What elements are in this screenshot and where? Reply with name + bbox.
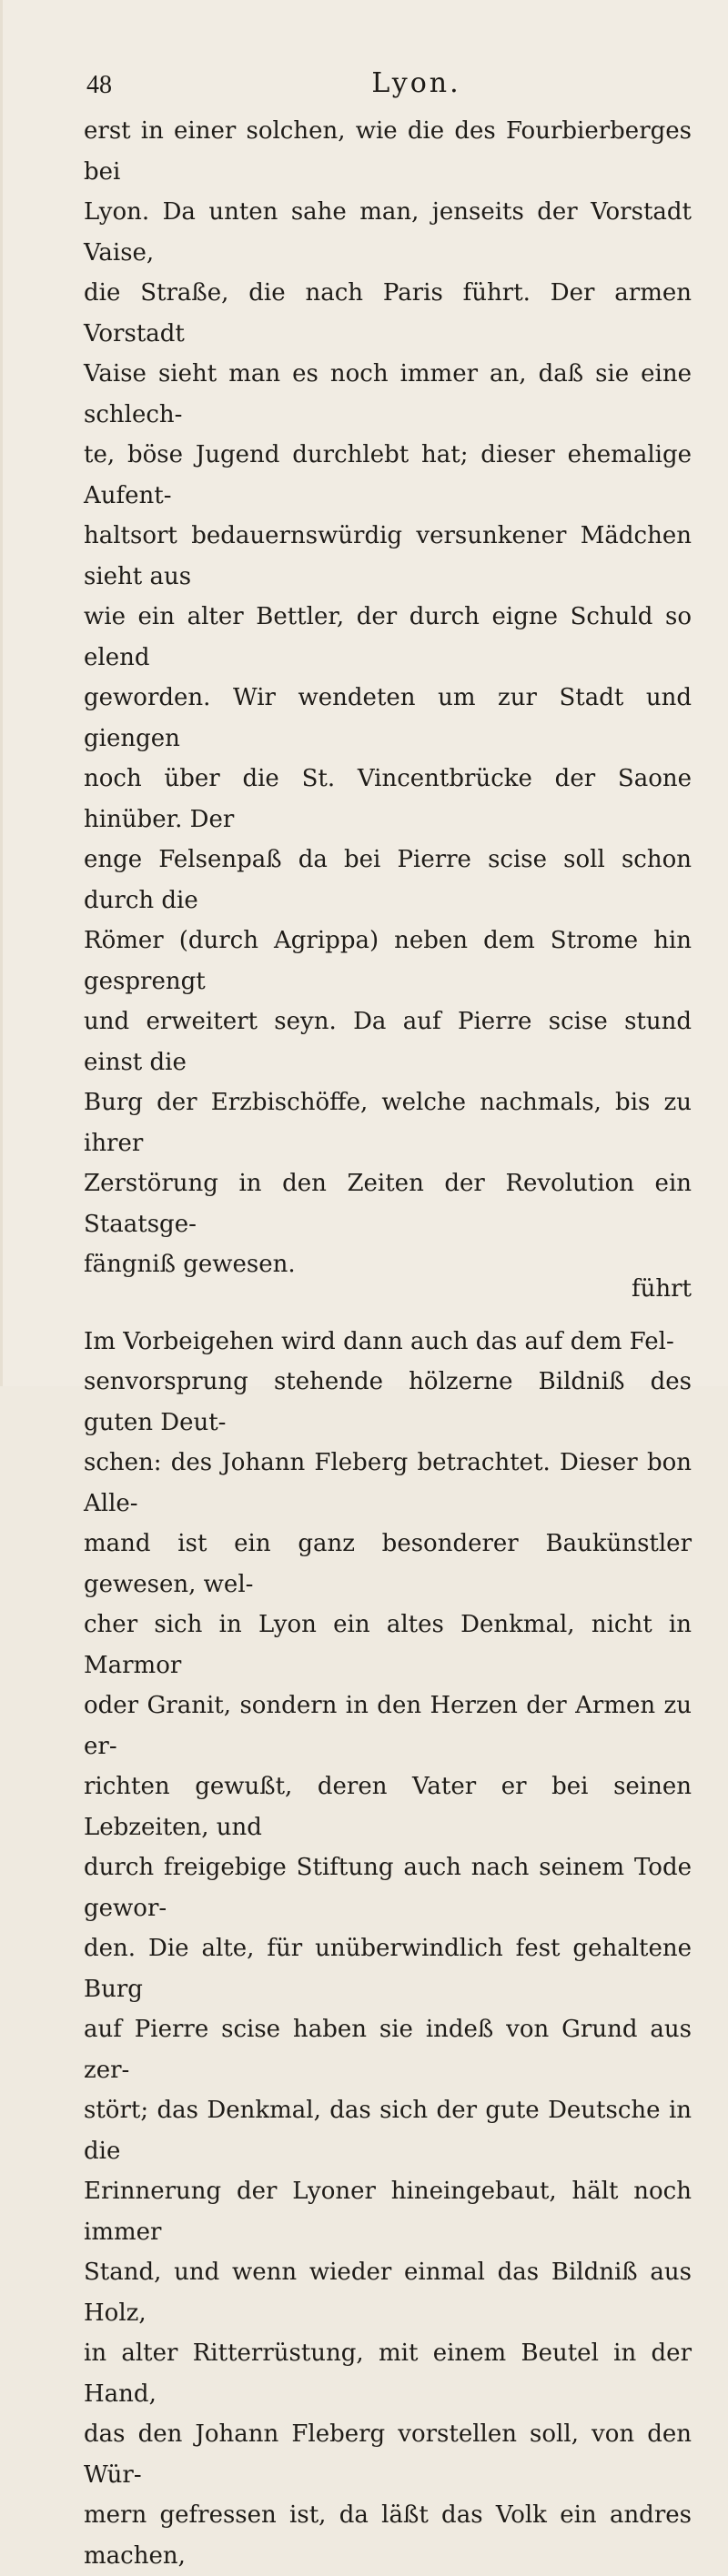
page-edge bbox=[0, 0, 3, 1386]
body-text bbox=[84, 111, 692, 2576]
page-number: 48 bbox=[86, 71, 112, 100]
paragraph-2: Im Vorbeigehen wird dann auch das auf dem Fel- senvorsprung stehende hölzerne Bildniß des guten Deut- schen: des Johann Fleberg betrachtet. Dieser bon Alle- mand ist ein ganz besonderer Baukünstler gewesen, wel- cher sich in Lyon ein altes Denkmal, nicht in Marmor oder Granit, sondern in den Herzen der Armen zu er- richten gewußt, deren Vater er bei seinen Lebzeiten, und durch freigebige Stiftung auch nach seinem Tode gewor- den. Die alte, für unüberwindlich fest gehaltene Burg auf Pierre scise haben sie indeß von Grund aus zer- stört; das Denkmal, das sich der gute Deutsche in die Erinnerung der Lyoner hineingebaut, hält noch immer Stand, und wenn wieder einmal das Bildniß aus Holz, in alter Ritterrüstung, mit einem Beutel in der Hand, das den Johann Fleberg vorstellen soll, von den Wür- mern gefressen ist, da läßt das Volk ein andres machen, bbox=[84, 1322, 692, 2576]
running-head: Lyon. bbox=[86, 67, 692, 99]
paragraph-1: erst in einer solchen, wie die des Fourbierberges bei Lyon. Da unten sahe man, jenseits der Vorstadt Vaise, die Straße, die nach Paris führt. Der armen Vorstadt Vaise sieht man es noch immer an, daß sie eine schlech- te, böse Jugend durchlebt hat; dieser ehemalige Aufent- haltsort bedauernswürdig versunkener Mädchen sieht aus wie ein alter Bettler, der durch eigne Schuld so elend geworden. Wir wendeten um zur Stadt und giengen noch über die St. Vincentbrücke der Saone hinüber. Der enge Felsenpaß da bei Pierre scise soll schon durch die Römer (durch Agrippa) neben dem Strome hin gesprengt und erweitert seyn. Da auf Pierre scise stund einst die Burg der Erzbischöffe, welche nachmals, bis zu ihrer Zerstörung in den Zeiten der Revolution ein Staatsge- fängniß gewesen. bbox=[84, 111, 692, 1285]
catchword: führt bbox=[632, 1275, 692, 1303]
page-header bbox=[86, 58, 692, 104]
